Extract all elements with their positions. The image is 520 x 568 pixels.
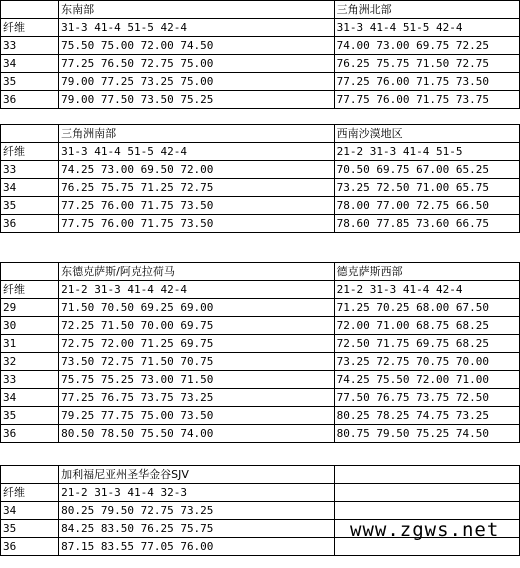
price-row: 80.75 79.50 75.25 74.50 (334, 425, 519, 443)
fiber-value: 34 (1, 55, 59, 73)
fiber-value: 34 (1, 179, 59, 197)
empty-cell (334, 502, 519, 520)
region-header: 东南部 (59, 1, 335, 19)
fiber-value: 34 (1, 389, 59, 407)
price-row: 72.50 71.75 69.75 68.25 (334, 335, 519, 353)
grade-header: 21-2 31-3 41-4 51-5 (334, 143, 519, 161)
grade-header: 21-2 31-3 41-4 42-4 (59, 281, 335, 299)
table-san-joaquin-valley (0, 465, 520, 556)
price-row: 77.25 76.75 73.75 73.25 (59, 389, 335, 407)
fiber-value: 36 (1, 538, 59, 556)
price-row: 72.00 71.00 68.75 68.25 (334, 317, 519, 335)
fiber-value: 31 (1, 335, 59, 353)
fiber-label: 纤维 (1, 281, 59, 299)
price-row: 77.25 76.00 71.75 73.50 (334, 73, 519, 91)
empty-cell (334, 484, 519, 502)
price-row: 87.15 83.55 77.05 76.00 (59, 538, 335, 556)
price-row: 79.00 77.25 73.25 75.00 (59, 73, 335, 91)
price-row: 79.00 77.50 73.50 75.25 (59, 91, 335, 109)
grade-header: 31-3 41-4 51-5 42-4 (59, 143, 335, 161)
price-row: 74.25 73.00 69.50 72.00 (59, 161, 335, 179)
price-row: 78.60 77.85 73.60 66.75 (334, 215, 519, 233)
empty-cell (334, 466, 519, 484)
price-row: 79.25 77.75 75.00 73.50 (59, 407, 335, 425)
price-row: 84.25 83.50 76.25 75.75 (59, 520, 335, 538)
region-header: 加利福尼亚州圣华金谷SJV (59, 466, 335, 484)
corner-cell (1, 263, 59, 281)
fiber-value: 33 (1, 371, 59, 389)
fiber-value: 33 (1, 37, 59, 55)
table-delta-south-southwest-desert (0, 124, 520, 233)
price-row: 77.25 76.50 72.75 75.00 (59, 55, 335, 73)
fiber-value: 36 (1, 91, 59, 109)
price-row: 76.25 75.75 71.50 72.75 (334, 55, 519, 73)
price-row: 80.50 78.50 75.50 74.00 (59, 425, 335, 443)
price-row: 73.50 72.75 71.50 70.75 (59, 353, 335, 371)
grade-header: 21-2 31-3 41-4 32-3 (59, 484, 335, 502)
fiber-value: 35 (1, 197, 59, 215)
fiber-value: 35 (1, 407, 59, 425)
price-row: 74.00 73.00 69.75 72.25 (334, 37, 519, 55)
grade-header: 31-3 41-4 51-5 42-4 (334, 19, 519, 37)
fiber-value: 35 (1, 520, 59, 538)
price-row: 75.50 75.00 72.00 74.50 (59, 37, 335, 55)
price-row: 71.50 70.50 69.25 69.00 (59, 299, 335, 317)
price-row: 76.25 75.75 71.25 72.75 (59, 179, 335, 197)
price-row: 80.25 79.50 72.75 73.25 (59, 502, 335, 520)
fiber-value: 36 (1, 215, 59, 233)
price-row: 73.25 72.75 70.75 70.00 (334, 353, 519, 371)
region-header: 德克萨斯西部 (334, 263, 519, 281)
price-row: 72.25 71.50 70.00 69.75 (59, 317, 335, 335)
price-row: 74.25 75.50 72.00 71.00 (334, 371, 519, 389)
fiber-label: 纤维 (1, 19, 59, 37)
price-row: 80.25 78.25 74.75 73.25 (334, 407, 519, 425)
price-row: 78.00 77.00 72.75 66.50 (334, 197, 519, 215)
fiber-value: 29 (1, 299, 59, 317)
price-row: 73.25 72.50 71.00 65.75 (334, 179, 519, 197)
price-row: 77.75 76.00 71.75 73.75 (334, 91, 519, 109)
fiber-label: 纤维 (1, 484, 59, 502)
price-row: 77.50 76.75 73.75 72.50 (334, 389, 519, 407)
fiber-label: 纤维 (1, 143, 59, 161)
fiber-value: 35 (1, 73, 59, 91)
fiber-value: 33 (1, 161, 59, 179)
region-header: 西南沙漠地区 (334, 125, 519, 143)
fiber-value: 36 (1, 425, 59, 443)
fiber-value: 30 (1, 317, 59, 335)
price-row: 70.50 69.75 67.00 65.25 (334, 161, 519, 179)
price-row: 71.25 70.25 68.00 67.50 (334, 299, 519, 317)
table-southeast-delta-north (0, 0, 520, 109)
grade-header: 31-3 41-4 51-5 42-4 (59, 19, 335, 37)
watermark: www.zgws.net (350, 519, 500, 541)
price-row: 77.75 76.00 71.75 73.50 (59, 215, 335, 233)
price-row: 75.75 75.25 73.00 71.50 (59, 371, 335, 389)
region-header: 三角洲南部 (59, 125, 335, 143)
region-header: 三角洲北部 (334, 1, 519, 19)
price-row: 72.75 72.00 71.25 69.75 (59, 335, 335, 353)
corner-cell (1, 1, 59, 19)
fiber-value: 34 (1, 502, 59, 520)
corner-cell (1, 466, 59, 484)
corner-cell (1, 125, 59, 143)
fiber-value: 32 (1, 353, 59, 371)
price-row: 77.25 76.00 71.75 73.50 (59, 197, 335, 215)
grade-header: 21-2 31-3 41-4 42-4 (334, 281, 519, 299)
table-east-texas-west-texas (0, 262, 520, 443)
region-header: 东德克萨斯/阿克拉荷马 (59, 263, 335, 281)
